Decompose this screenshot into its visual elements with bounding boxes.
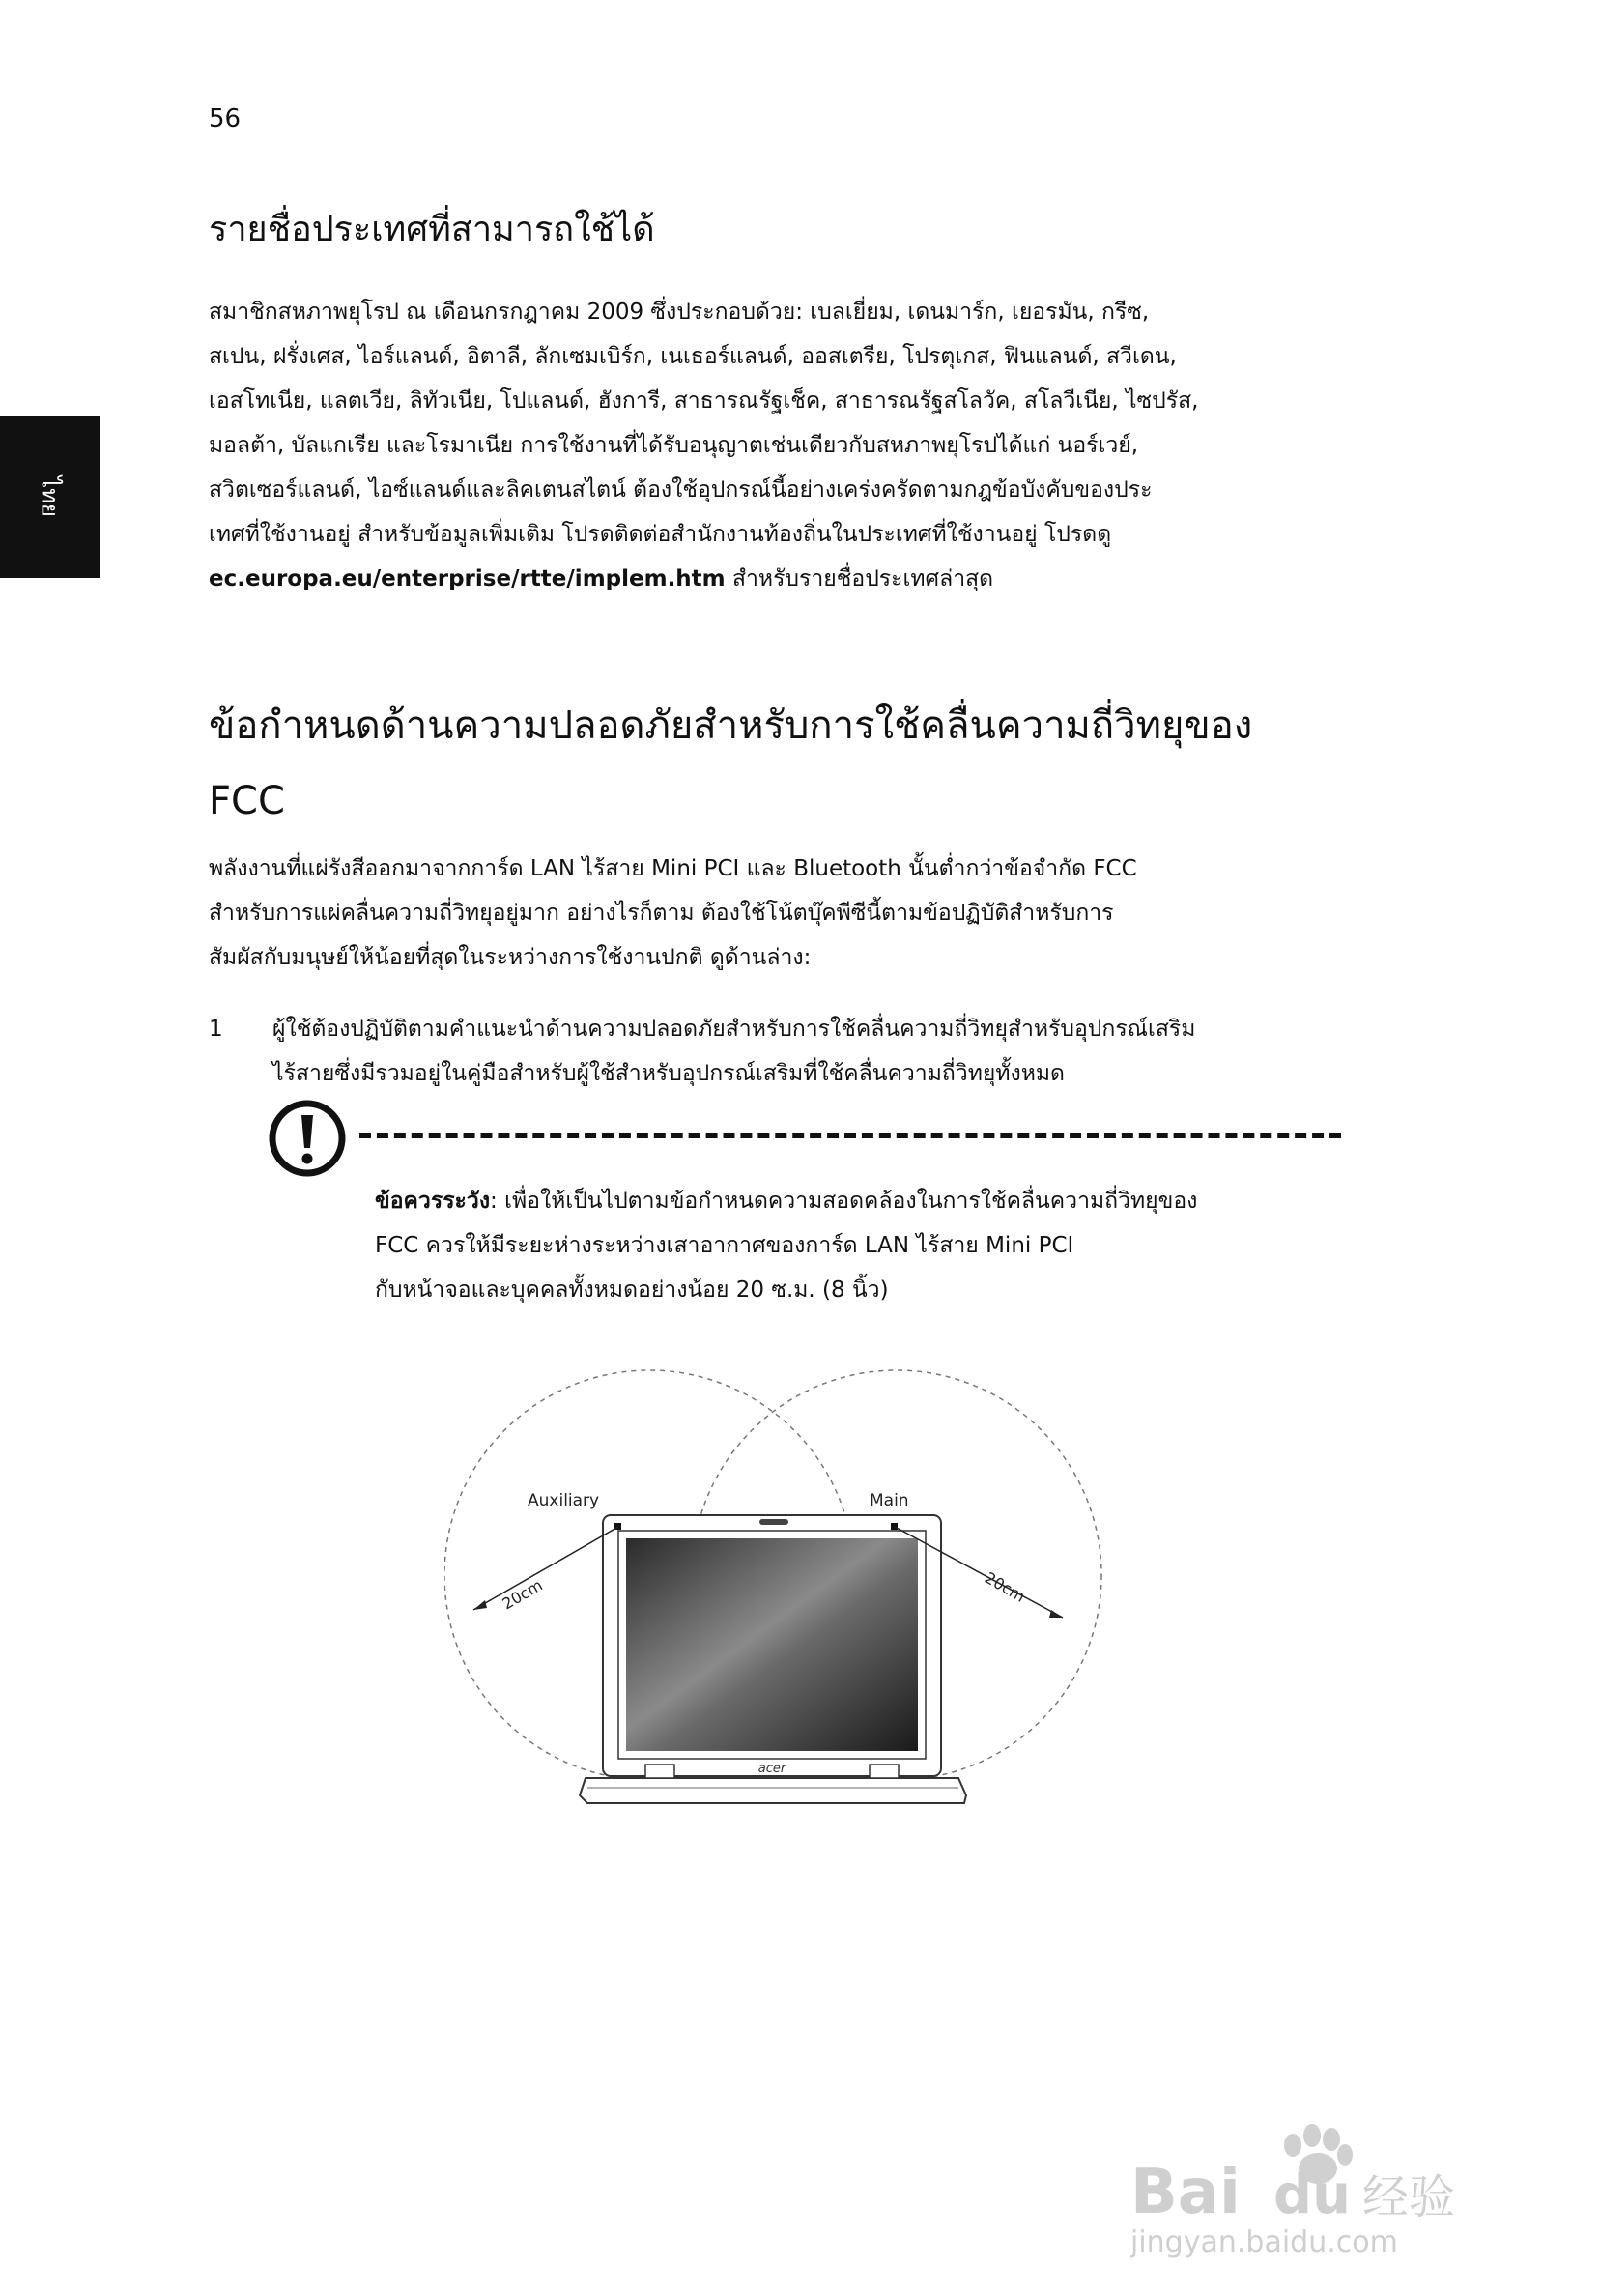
main-distance-label: 20cm: [982, 1568, 1029, 1606]
countries-line: สวิตเซอร์แลนด์, ไอซ์แลนด์และลิคเตนสไตน์ ต้องใช้อุปกรณ์นี้อย่างเคร่งครัดตามกฎข้อบังคับของประ: [209, 477, 1153, 502]
fcc-heading-line1: ข้อกำหนดด้านความปลอดภัยสำหรับการใช้คลื่นความถี่วิทยุของ: [209, 703, 1253, 748]
main-arrow-head: [1049, 1610, 1063, 1618]
watermark-brand: Bai: [1130, 2157, 1241, 2228]
baidu-watermark: [1130, 2107, 1517, 2261]
language-tab-label: ไทย: [36, 476, 64, 517]
fcc-line: สัมผัสกับมนุษย์ให้น้อยที่สุดในระหว่างการใช้งานปกติ ดูด้านล่าง:: [209, 945, 812, 970]
antenna-distance-diagram: [444, 1324, 1121, 1826]
list-item-line: ไร้สายซึ่งมีรวมอยู่ในคู่มือสำหรับผู้ใช้สำหรับอุปกรณ์เสริมที่ใช้คลื่นความถี่วิทยุทั้งหมด: [272, 1061, 1065, 1086]
auxiliary-distance-label: 20cm: [499, 1575, 546, 1614]
watermark-brand2: du: [1273, 2164, 1351, 2226]
caution-divider: [359, 1133, 1341, 1138]
countries-line: มอลต้า, บัลแกเรีย และโรมาเนีย การใช้งานที่ได้รับอนุญาตเช่นเดียวกับสหภาพยุโรปได้แก่ นอร์เวย์,: [209, 433, 1139, 458]
main-label: Main: [870, 1491, 909, 1510]
watermark-url: jingyan.baidu.com: [1130, 2225, 1398, 2259]
caution-text: : เพื่อให้เป็นไปตามข้อกำหนดความสอดคล้องในการใช้คลื่นความถี่วิทยุของ: [490, 1189, 1198, 1214]
auxiliary-label: Auxiliary: [528, 1491, 600, 1510]
caution-line: FCC ควรให้มีระยะห่างระหว่างเสาอากาศของการ์ด LAN ไร้สาย Mini PCI: [375, 1233, 1074, 1258]
caution-line: [375, 1179, 1341, 1223]
countries-url-line: [209, 557, 1310, 601]
list-item-text: [272, 1007, 1355, 1096]
countries-line: เอสโทเนีย, แลตเวีย, ลิทัวเนีย, โปแลนด์, ฮังการี, สาธารณรัฐเช็ค, สาธารณรัฐสโลวัค, สโลวีเนีย, ไซปรัส,: [209, 388, 1199, 414]
countries-heading: รายชื่อประเทศที่สามารถใช้ได้: [209, 210, 655, 249]
watermark-brand-cn: 经验: [1362, 2170, 1456, 2224]
caution-note: [375, 1179, 1341, 1312]
fcc-line: พลังงานที่แผ่รังสีออกมาจากการ์ด LAN ไร้สาย Mini PCI และ Bluetooth นั้นต่ำกว่าข้อจำกัด FCC: [209, 856, 1137, 881]
language-tab: [0, 416, 100, 578]
list-item-number: 1: [209, 1017, 223, 1042]
fcc-paragraph: [209, 847, 1310, 980]
auxiliary-distance-line: [473, 1527, 618, 1610]
countries-line: เทศที่ใช้งานอยู่ สำหรับข้อมูลเพิ่มเติม โปรดติดต่อสำนักงานท้องถิ่นในประเทศที่ใช้งานอยู่ โปรดดู: [209, 522, 1112, 547]
fcc-line: สำหรับการแผ่คลื่นความถี่วิทยุอยู่มาก อย่างไรก็ตาม ต้องใช้โน้ตบุ๊คพีซีนี้ตามข้อปฏิบัติสำหรับการ: [209, 901, 1114, 926]
countries-line: สมาชิกสหภาพยุโรป ณ เดือนกรกฎาคม 2009 ซึ่งประกอบด้วย: เบลเยี่ยม, เดนมาร์ก, เยอรมัน, กรีซ,: [209, 300, 1150, 325]
url-suffix: สำหรับรายชื่อประเทศล่าสุด: [725, 566, 994, 591]
fcc-heading: [209, 688, 1368, 839]
laptop-illustration: [580, 1515, 966, 1803]
laptop-logo: acer: [757, 1762, 786, 1776]
countries-line: สเปน, ฝรั่งเศส, ไอร์แลนด์, อิตาลี, ลักเซมเบิร์ก, เนเธอร์แลนด์, ออสเตรีย, โปรตุเกส, ฟินแลนด์, สวีเดน,: [209, 344, 1177, 369]
caution-line: กับหน้าจอและบุคคลทั้งหมดอย่างน้อย 20 ซ.ม. (8 นิ้ว): [375, 1277, 889, 1303]
list-item-line: ผู้ใช้ต้องปฏิบัติตามคำแนะนำด้านความปลอดภัยสำหรับการใช้คลื่นความถี่วิทยุสำหรับอุปกรณ์เสริม: [272, 1017, 1196, 1042]
caution-icon: [267, 1098, 348, 1179]
rtte-url-link[interactable]: ec.europa.eu/enterprise/rtte/implem.htm: [209, 566, 726, 591]
page-number: 56: [209, 104, 242, 133]
auxiliary-arrow-head: [473, 1600, 487, 1610]
fcc-heading-line2: FCC: [209, 779, 285, 823]
countries-paragraph: [209, 290, 1310, 601]
caution-label: ข้อควรระวัง: [375, 1189, 491, 1214]
